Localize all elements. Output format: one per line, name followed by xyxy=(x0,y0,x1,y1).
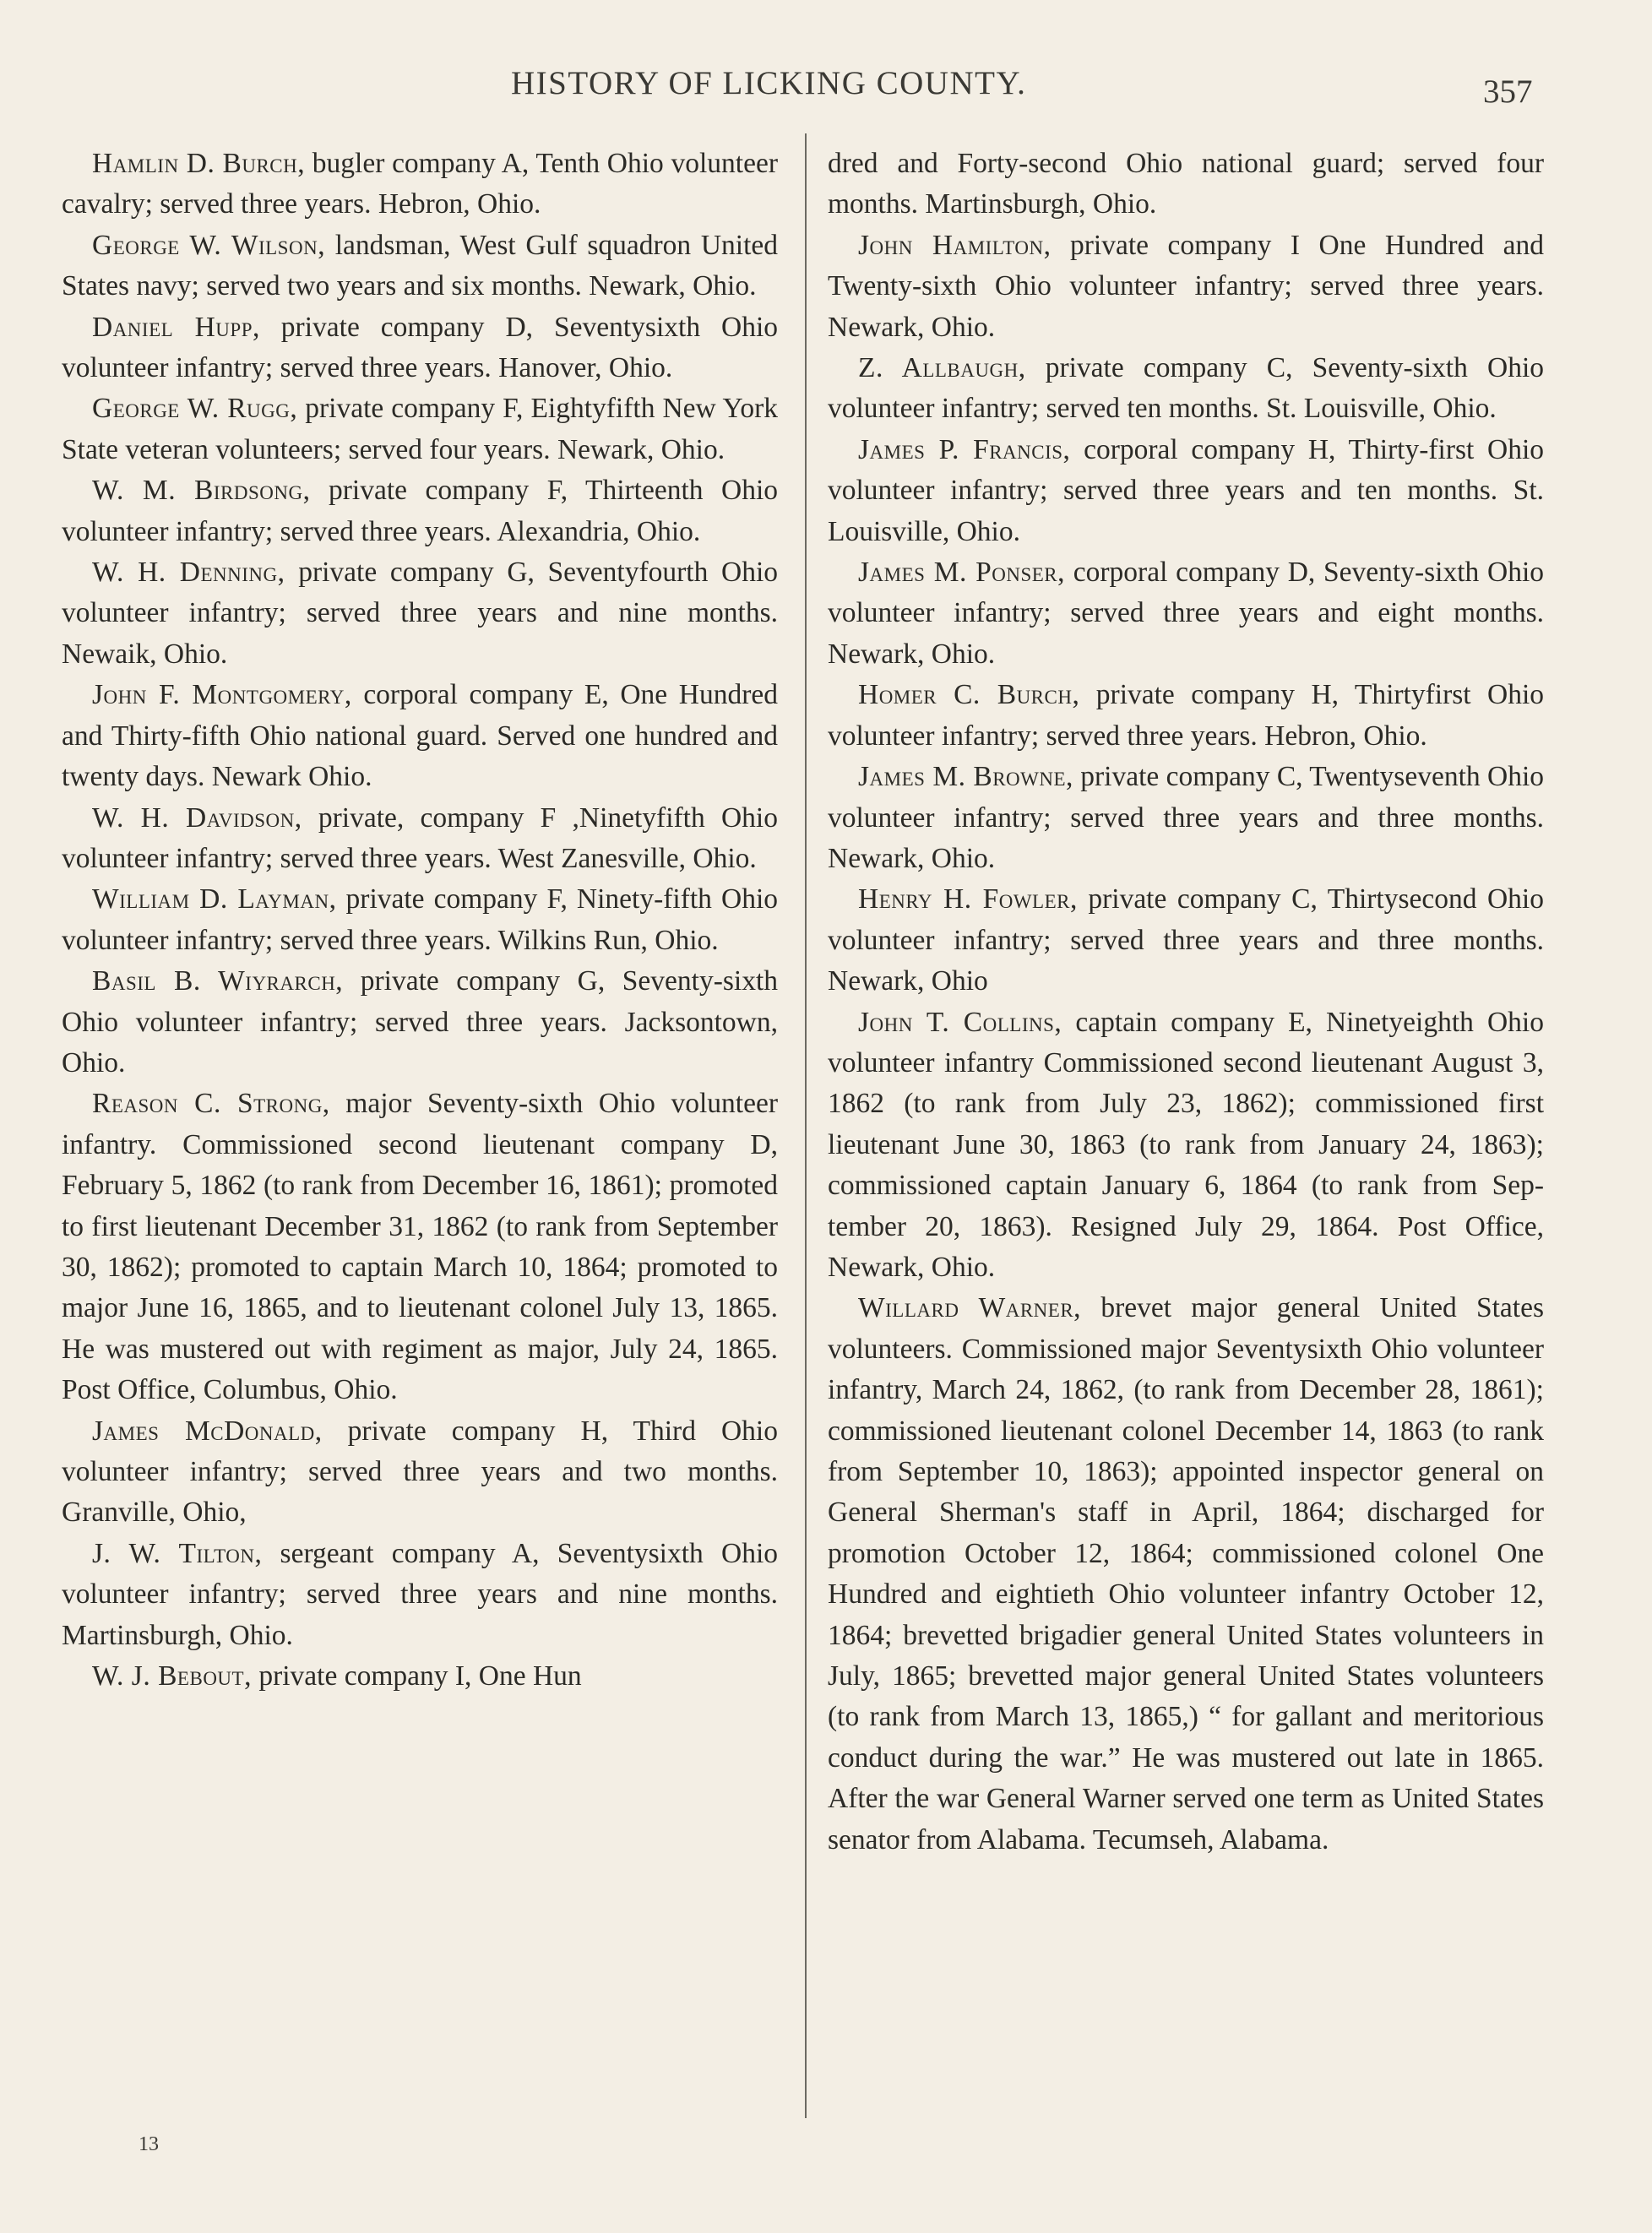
entry-paragraph xyxy=(828,1002,1544,1289)
entry-paragraph xyxy=(62,879,778,961)
left-column xyxy=(62,144,778,1697)
entry-name: James McDonald, xyxy=(92,1415,323,1447)
entry-text: private company F, Thirteenth Ohio volunteer infantry; served three years. Alexandria, Ohio. xyxy=(62,475,778,547)
entry-paragraph xyxy=(828,757,1544,879)
entry-name: W. H. Denning, xyxy=(92,557,285,589)
entry-name: Henry H. Fowler, xyxy=(858,883,1078,915)
entry-text: major Seventy-sixth Ohio volunteer infantry. Commissioned second lieutenant company D, February 5, 1862 (to rank from December 16, 1861); promoted to first lieutenant December 31, 1862 (to rank from September 30, 1862); promoted to captain March 10, 1864; promoted to major June 16, 1865, and to lieutenant colonel July 13, 1865. He was mustered out with regiment as major, July 24, 1865. Post Office, Columbus, Ohio. xyxy=(62,1088,778,1406)
entry-paragraph xyxy=(62,144,778,225)
entry-name: W. M. Birdsong, xyxy=(92,475,311,507)
entry-paragraph xyxy=(62,1656,778,1697)
entry-text: private, company F ,Ninetyfifth Ohio volunteer infantry; served three years. West Zanesville, Ohio. xyxy=(62,801,778,874)
entry-name: William D. Layman, xyxy=(92,883,337,915)
entry-name: W. H. Davidson, xyxy=(92,801,302,834)
entry-paragraph xyxy=(62,675,778,797)
entry-text: captain company E, Ninetyeighth Ohio volunteer infantry Commissioned second lieutenant August 3, 1862 (to rank from July 23, 1862); commissioned first lieutenant June 30, 1863 (to rank from January 24, 1863); commissioned captain January 6, 1864 (to rank from September 20, 1863). Resigned July 29, 1864. Post Office, Newark, Ohio. xyxy=(828,1006,1544,1283)
entry-name: John Hamilton, xyxy=(858,229,1052,261)
entry-paragraph xyxy=(62,552,778,675)
entry-text: private company D, Seventysixth Ohio volunteer infantry; served three years. Hanover, Ohio. xyxy=(62,311,778,384)
entry-text: private company I, One Hun xyxy=(251,1660,582,1692)
entry-paragraph xyxy=(62,470,778,552)
entry-name: J. W. Tilton, xyxy=(92,1537,263,1569)
entry-paragraph xyxy=(62,1534,778,1656)
entry-paragraph xyxy=(828,225,1544,348)
entry-text: private company C, Thirtysecond Ohio volunteer infantry; served three years and three months. Newark, Ohio xyxy=(828,883,1544,997)
entry-paragraph xyxy=(828,552,1544,675)
right-column xyxy=(828,144,1544,1861)
entry-paragraph xyxy=(828,879,1544,1002)
entry-paragraph xyxy=(828,144,1544,225)
entry-text: landsman, West Gulf squadron United States navy; served two years and six months. Newark, Ohio. xyxy=(62,229,779,302)
entry-name: Homer C. Burch, xyxy=(858,679,1080,711)
entry-name: John F. Montgomery, xyxy=(92,679,352,711)
entry-text: private company C, Seventy-sixth Ohio volunteer infantry; served ten months. St. Louisville, Ohio. xyxy=(828,352,1544,425)
entry-text: private company H, Thirtyfirst Ohio volunteer infantry; served three years. Hebron, Ohio. xyxy=(828,679,1544,752)
entry-paragraph xyxy=(62,1411,778,1534)
entry-name: James M. Ponser, xyxy=(858,557,1066,589)
entry-name: James M. Browne, xyxy=(858,761,1073,793)
entry-text: brevet major general United States volunteers. Commissioned major Seventysixth Ohio volunteer infantry, March 24, 1862, (to rank from December 28, 1861); commissioned lieutenant colonel December 14, 1863 (to rank from September 10, 1863); appointed inspector general on General Sherman's staff in April, 1864; discharged for promotion October 12, 1864; commissioned colonel One Hundred and eightieth Ohio volunteer infantry October 12, 1864; brevetted brigadier general United States volunteers in July, 1865; brevetted major general United States volunteers (to rank from March 13, 1865,) “ for gallant and meritorious conduct during the war.” He was mustered out late in 1865. After the war General Warner served one term as United States senator from Alabama. Tecumseh, Alabama. xyxy=(828,1292,1544,1855)
entry-text: corporal company H, Thirty-first Ohio volunteer infantry; served three years and ten months. St. Louisville, Ohio. xyxy=(828,433,1545,547)
entry-text: dred and Forty-second Ohio national guard; served four months. Martinsburgh, Ohio. xyxy=(828,148,1544,220)
entry-name: Reason C. Strong, xyxy=(92,1088,330,1120)
entry-text: private company H, Third Ohio volunteer infantry; served three years and two months. Granville, Ohio, xyxy=(62,1415,778,1529)
entry-name: George W. Rugg, xyxy=(92,393,298,425)
entry-name: Willard Warner, xyxy=(858,1292,1082,1324)
entry-paragraph xyxy=(828,1288,1544,1861)
entry-name: W. J. Bebout, xyxy=(92,1660,252,1692)
entry-text: private company C, Twentyseventh Ohio volunteer infantry; served three years and three months. Newark, Ohio. xyxy=(828,761,1545,874)
entry-text: private company F, Eightyfifth New York State veteran volunteers; served four years. Newark, Ohio. xyxy=(62,393,778,465)
entry-text: sergeant company A, Seventysixth Ohio volunteer infantry; served three years and nine months. Martinsburgh, Ohio. xyxy=(62,1537,778,1651)
entry-name: James P. Francis, xyxy=(858,433,1071,465)
entry-name: Basil B. Wiyrarch, xyxy=(92,965,344,997)
entry-text: corporal company E, One Hundred and Thirty-fifth Ohio national guard. Served one hundred and twenty days. Newark Ohio. xyxy=(62,679,778,793)
column-divider xyxy=(805,133,807,2118)
entry-name: Hamlin D. Burch, xyxy=(92,148,306,179)
entry-paragraph xyxy=(62,1084,778,1410)
entry-text: private company G, Seventyfourth Ohio volunteer infantry; served three years and nine months. Newaik, Ohio. xyxy=(62,557,779,670)
page-number: 357 xyxy=(1483,73,1533,110)
entry-name: John T. Collins, xyxy=(858,1006,1062,1038)
entry-text: corporal company D, Seventy-sixth Ohio volunteer infantry; served three years and eight months. Newark, Ohio. xyxy=(828,557,1545,670)
entry-paragraph xyxy=(62,961,778,1084)
entry-name: Daniel Hupp, xyxy=(92,311,260,343)
entry-paragraph xyxy=(62,388,778,470)
entry-paragraph xyxy=(828,675,1544,757)
entry-paragraph xyxy=(62,307,778,389)
entry-text: bugler company A, Tenth Ohio volunteer cavalry; served three years. Hebron, Ohio. xyxy=(62,148,778,220)
entry-text: private company I One Hundred and Twenty-sixth Ohio volunteer infantry; served three years. Newark, Ohio. xyxy=(828,229,1545,343)
signature-mark: 13 xyxy=(139,2133,159,2155)
running-head: HISTORY OF LICKING COUNTY. xyxy=(511,65,1027,101)
entry-text: private company G, Seventy-sixth Ohio volunteer infantry; served three years. Jacksontown, Ohio. xyxy=(62,965,779,1078)
entry-paragraph xyxy=(62,798,778,880)
entry-paragraph xyxy=(62,225,778,307)
entry-name: George W. Wilson, xyxy=(92,229,326,261)
entry-text: private company F, Ninety-fifth Ohio volunteer infantry; served three years. Wilkins Run, Ohio. xyxy=(62,883,779,956)
entry-paragraph xyxy=(828,430,1544,552)
entry-name: Z. Allbaugh, xyxy=(858,352,1026,384)
entry-paragraph xyxy=(828,348,1544,430)
